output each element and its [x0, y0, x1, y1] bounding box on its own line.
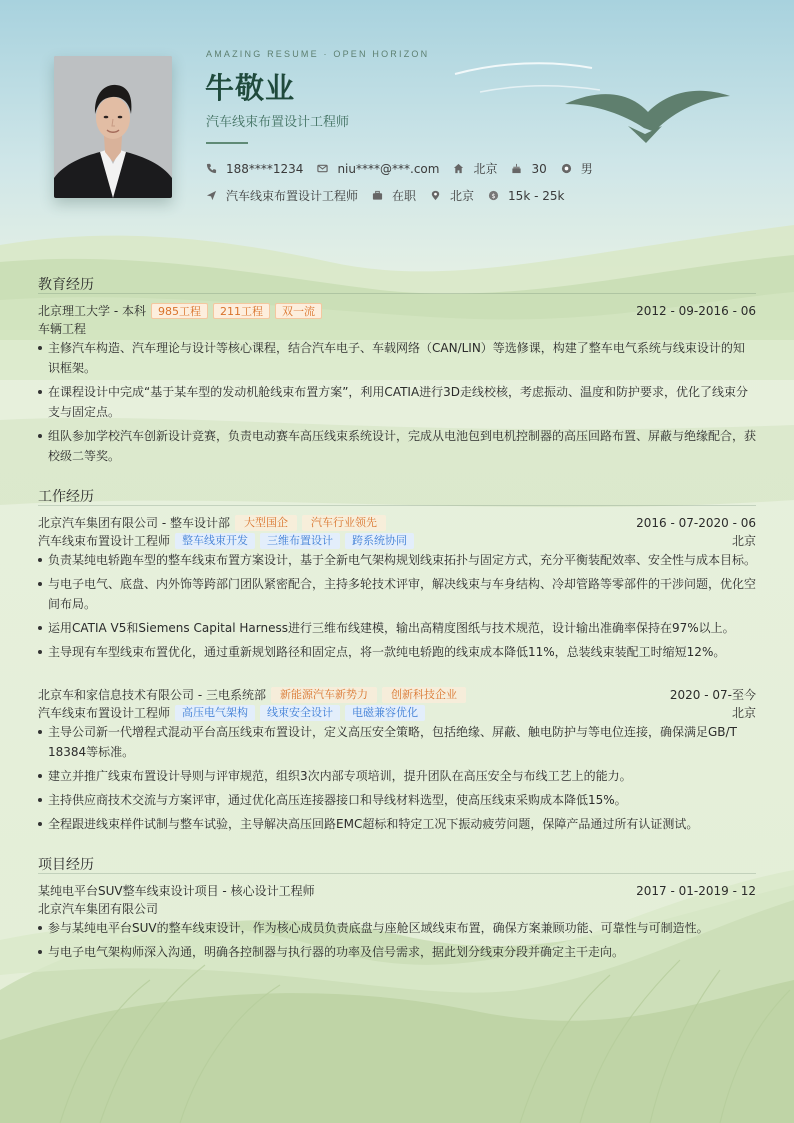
tagline: AMAZING RESUME · OPEN HORIZON	[206, 49, 430, 59]
project-date: 2017 - 01-2019 - 12	[636, 883, 756, 898]
project-header	[38, 882, 756, 899]
list-item: 主导现有车型线束布置优化，通过重新规划路径和固定点，将一款纯电轿跑的线束成本降低11%，总装线束装配工时缩短12%。	[38, 642, 756, 662]
intent-position-text: 汽车线束布置设计工程师	[226, 189, 359, 203]
gender-icon	[561, 163, 572, 174]
info-email	[317, 162, 439, 176]
status-text: 在职	[392, 189, 417, 203]
info-status	[372, 187, 416, 204]
name-divider	[206, 142, 248, 144]
job-title: 汽车线束布置设计工程师	[206, 115, 350, 130]
project-bullets	[38, 918, 756, 966]
project-org-row	[38, 900, 756, 917]
job-city: 北京	[731, 534, 756, 548]
job-bullets	[38, 550, 756, 666]
major: 车辆工程	[38, 322, 87, 336]
project-org: 北京汽车集团有限公司	[38, 902, 159, 916]
candidate-name: 牛敬业	[205, 71, 296, 105]
city-text: 北京	[450, 189, 475, 203]
info-salary	[488, 189, 564, 203]
role-tag: 高压电气架构	[175, 705, 255, 721]
school-name: 北京理工大学 - 本科	[38, 304, 146, 318]
job-header	[38, 686, 756, 703]
job-bullets	[38, 722, 756, 838]
profile-photo	[54, 56, 172, 198]
role-tag: 跨系统协同	[345, 533, 414, 549]
list-item: 主持供应商技术交流与方案评审，通过优化高压连接器接口和导线材料选型，使高压线束采购成本降低15%。	[38, 790, 756, 810]
company-name: 北京车和家信息技术有限公司 - 三电系统部	[38, 688, 266, 702]
company-tag: 大型国企	[235, 515, 297, 531]
education-tag: 双一流	[275, 303, 322, 319]
briefcase-icon	[372, 190, 383, 201]
list-item: 组队参加学校汽车创新设计竞赛，负责电动赛车高压线束系统设计，完成从电池包到电机控制器的高压回路布置、屏蔽与绝缘配合，获校级二等奖。	[38, 426, 756, 466]
role-tag: 电磁兼容优化	[345, 705, 425, 721]
job-date: 2016 - 07-2020 - 06	[636, 515, 756, 530]
svg-text:$: $	[491, 191, 496, 200]
job-role: 汽车线束布置设计工程师	[38, 534, 171, 548]
info-hometown	[453, 160, 497, 177]
mail-icon	[317, 163, 328, 174]
project-name: 某纯电平台SUV整车线束设计项目 - 核心设计工程师	[38, 884, 315, 898]
role-tag: 三维布置设计	[260, 533, 340, 549]
project-divider	[38, 873, 756, 874]
contact-row	[206, 160, 607, 177]
job-role-row	[38, 704, 756, 721]
job-role-row	[38, 532, 756, 549]
intent-row	[206, 187, 578, 204]
project-section-title: 项目经历	[38, 857, 94, 873]
education-tag: 211工程	[213, 303, 270, 319]
work-divider	[38, 505, 756, 506]
location-icon	[430, 190, 441, 201]
list-item: 与电子电气架构师深入沟通，明确各控制器与执行器的功率及信号需求，据此划分线束分段并确定主干走向。	[38, 942, 756, 962]
list-item: 在课程设计中完成“基于某车型的发动机舱线束布置方案”，利用CATIA进行3D走线校核，考虑振动、温度和防护要求，优化了线束分支与固定点。	[38, 382, 756, 422]
money-icon	[488, 190, 499, 201]
list-item: 运用CATIA V5和Siemens Capital Harness进行三维布线建模，输出高精度图纸与技术规范，设计输出准确率保持在97%以上。	[38, 618, 756, 638]
education-date: 2012 - 09-2016 - 06	[636, 303, 756, 318]
list-item: 建立并推广线束布置设计导则与评审规范，组织3次内部专项培训，提升团队在高压安全与布线工艺上的能力。	[38, 766, 756, 786]
send-icon	[206, 190, 217, 201]
list-item: 主修汽车构造、汽车理论与设计等核心课程，结合汽车电子、车载网络（CAN/LIN）等选修课，构建了整车电气系统与线束设计的知识框架。	[38, 338, 756, 378]
education-divider	[38, 293, 756, 294]
cake-icon	[511, 163, 522, 174]
phone-text: 188****1234	[226, 161, 304, 176]
education-tag: 985工程	[151, 303, 208, 319]
job-header	[38, 514, 756, 531]
company-tag: 汽车行业领先	[302, 515, 386, 531]
info-intent-position	[206, 187, 358, 204]
phone-icon	[206, 163, 217, 174]
info-age	[511, 162, 546, 176]
role-tag: 整车线束开发	[175, 533, 255, 549]
company-name: 北京汽车集团有限公司 - 整车设计部	[38, 516, 230, 530]
education-bullets	[38, 338, 756, 470]
list-item: 与电子电气、底盘、内外饰等跨部门团队紧密配合，主持多轮技术评审，解决线束与车身结构、冷却管路等零部件的干涉问题，优化空间布局。	[38, 574, 756, 614]
company-tag: 新能源汽车新势力	[271, 687, 377, 703]
salary-text: 15k - 25k	[508, 188, 565, 203]
info-city	[430, 187, 474, 204]
list-item: 主导公司新一代增程式混动平台高压线束布置设计，定义高压安全策略，包括绝缘、屏蔽、触电防护与等电位连接，确保满足GB/T 18384等标准。	[38, 722, 756, 762]
list-item: 参与某纯电平台SUV的整车线束设计，作为核心成员负责底盘与座舱区域线束布置，确保方案兼顾功能、可靠性与可制造性。	[38, 918, 756, 938]
education-major-row	[38, 320, 756, 337]
hometown-text: 北京	[473, 162, 498, 176]
gender-text: 男	[580, 162, 593, 176]
job-date: 2020 - 07-至今	[669, 688, 756, 702]
job-role: 汽车线束布置设计工程师	[38, 706, 171, 720]
company-tag: 创新科技企业	[382, 687, 466, 703]
role-tag: 线束安全设计	[260, 705, 340, 721]
work-section-title: 工作经历	[38, 489, 94, 505]
home-icon	[453, 163, 464, 174]
age-text: 30	[531, 161, 547, 176]
email-text: niu****@***.com	[337, 161, 440, 176]
education-header	[38, 302, 756, 319]
list-item: 负责某纯电轿跑车型的整车线束布置方案设计，基于全新电气架构规划线束拓扑与固定方式，充分平衡装配效率、安全性与成本目标。	[38, 550, 756, 570]
info-phone	[206, 162, 303, 176]
list-item: 全程跟进线束样件试制与整车试验，主导解决高压回路EMC超标和特定工况下振动疲劳问题，保障产品通过所有认证测试。	[38, 814, 756, 834]
education-section-title: 教育经历	[38, 277, 94, 293]
job-city: 北京	[731, 706, 756, 720]
info-gender	[561, 160, 593, 177]
